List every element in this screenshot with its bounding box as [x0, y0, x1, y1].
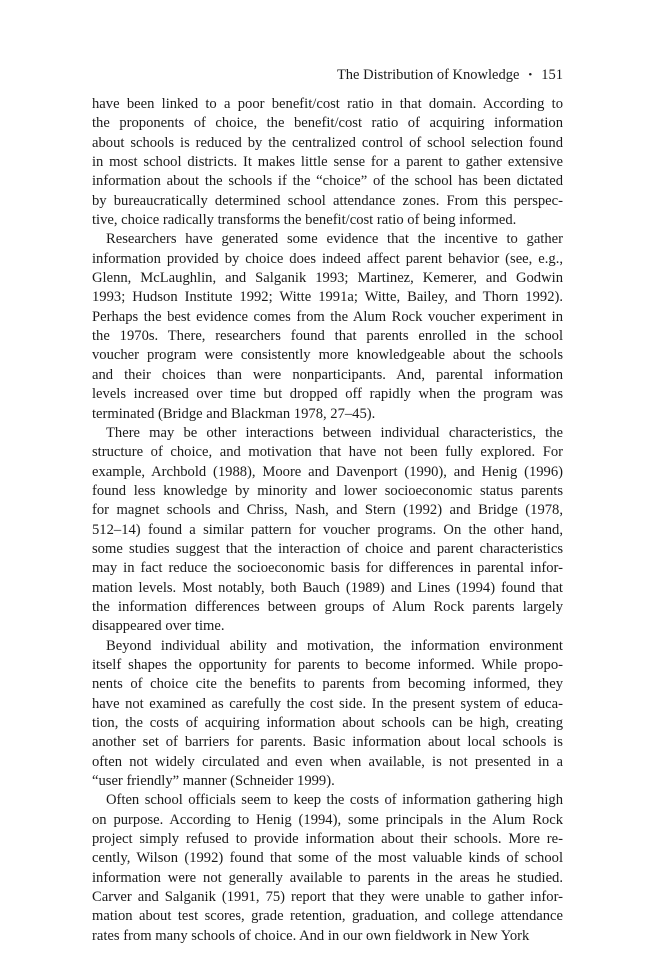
text-line: tive, choice radically transforms the benefit/cost ratio of being informed.: [92, 212, 517, 229]
text-line: terminated (Bridge and Blackman 1978, 27–45).: [92, 405, 376, 422]
text-line: levels increased over time but dropped off rapidly when the program was: [92, 386, 563, 403]
text-line: about schools is reduced by the centralized control of school selection found: [92, 134, 563, 151]
paragraph: [92, 424, 563, 637]
text-line: on purpose. According to Henig (1994), some principals in the Alum Rock: [92, 811, 563, 828]
running-title: The Distribution of Knowledge: [336, 67, 520, 83]
text-line: Perhaps the best evidence comes from the Alum Rock voucher experiment in: [92, 308, 563, 325]
running-head: [92, 66, 563, 85]
text-line: have been linked to a poor benefit/cost ratio in that domain. According to: [92, 96, 563, 112]
text-line: There may be other interactions between individual characteristics, the: [106, 424, 563, 441]
text-line: another set of barriers for parents. Basic information about local schools is: [92, 734, 563, 751]
text-line: cently, Wilson (1992) found that some of the most valuable kinds of school: [92, 850, 563, 867]
text-line: Carver and Salganik (1991, 75) report that they were unable to gather infor-: [92, 889, 563, 906]
text-line: information provided by choice does indeed affect parent behavior (see, e.g.,: [92, 250, 563, 267]
text-line: Researchers have generated some evidence that the incentive to gather: [106, 231, 563, 248]
paragraph: [92, 95, 563, 230]
text-line: nents of choice cite the benefits to parents from becoming informed, they: [92, 676, 563, 693]
text-line: 512–14) found a similar pattern for voucher programs. On the other hand,: [92, 521, 563, 538]
text-line: information about the schools if the “choice” of the school has been dictated: [92, 173, 563, 190]
text-line: disappeared over time.: [92, 618, 225, 635]
text-line: the information differences between groups of Alum Rock parents largely: [92, 598, 563, 615]
text-line: the proponents of choice, the benefit/cost ratio of acquiring information: [92, 115, 563, 132]
text-line: “user friendly” manner (Schneider 1999).: [92, 773, 335, 790]
text-line: Glenn, McLaughlin, and Salganik 1993; Martinez, Kemerer, and Godwin: [92, 270, 563, 287]
text-line: example, Archbold (1988), Moore and Davenport (1990), and Henig (1996): [92, 463, 563, 480]
text-line: in most school districts. It makes little sense for a parent to gather extensive: [92, 154, 563, 171]
paragraph: [92, 791, 563, 946]
text-line: structure of choice, and motivation that have not been fully explored. For: [92, 444, 563, 461]
text-line: the 1970s. There, researchers found that parents enrolled in the school: [92, 328, 563, 345]
text-line: rates from many schools of choice. And in our own fieldwork in New York: [92, 927, 530, 944]
text-line: have not examined as carefully the cost side. In the present system of educa-: [92, 695, 563, 712]
body-text: [92, 95, 563, 946]
text-line: mation levels. Most notably, both Bauch (1989) and Lines (1994) found that: [92, 579, 563, 596]
text-line: by bureaucratically determined school attendance zones. From this perspec-: [92, 192, 563, 209]
text-line: tion, the costs of acquiring information about schools can be high, creating: [92, 715, 563, 731]
text-line: Often school officials seem to keep the costs of information gathering high: [106, 792, 563, 809]
text-line: voucher program were consistently more knowledgeable about the schools: [92, 347, 563, 364]
paragraph: [92, 230, 563, 423]
text-line: mation about test scores, grade retention, graduation, and college attendance: [92, 908, 563, 925]
text-line: information were not generally available to parents in the areas he studied.: [92, 869, 563, 886]
page-number: 151: [541, 67, 563, 83]
text-line: and their choices than were nonparticipants. And, parental information: [92, 366, 563, 383]
text-line: itself shapes the opportunity for parents to become informed. While propo-: [92, 656, 563, 673]
paragraph: [92, 637, 563, 792]
bullet-separator: •: [528, 69, 533, 81]
text-line: may in fact reduce the socioeconomic basis for differences in parental infor-: [92, 560, 563, 577]
text-line: often not widely circulated and even when available, is not presented in a: [92, 753, 563, 770]
text-line: some studies suggest that the interaction of choice and parent characteristics: [92, 540, 563, 557]
text-line: found less knowledge by minority and lower socioeconomic status parents: [92, 482, 563, 499]
text-line: Beyond individual ability and motivation, the information environment: [106, 637, 563, 654]
text-line: for magnet schools and Chriss, Nash, and Stern (1992) and Bridge (1978,: [92, 502, 563, 519]
text-line: project simply refused to provide information about their schools. More re-: [92, 831, 563, 848]
text-line: 1993; Hudson Institute 1992; Witte 1991a; Witte, Bailey, and Thorn 1992).: [92, 289, 563, 306]
